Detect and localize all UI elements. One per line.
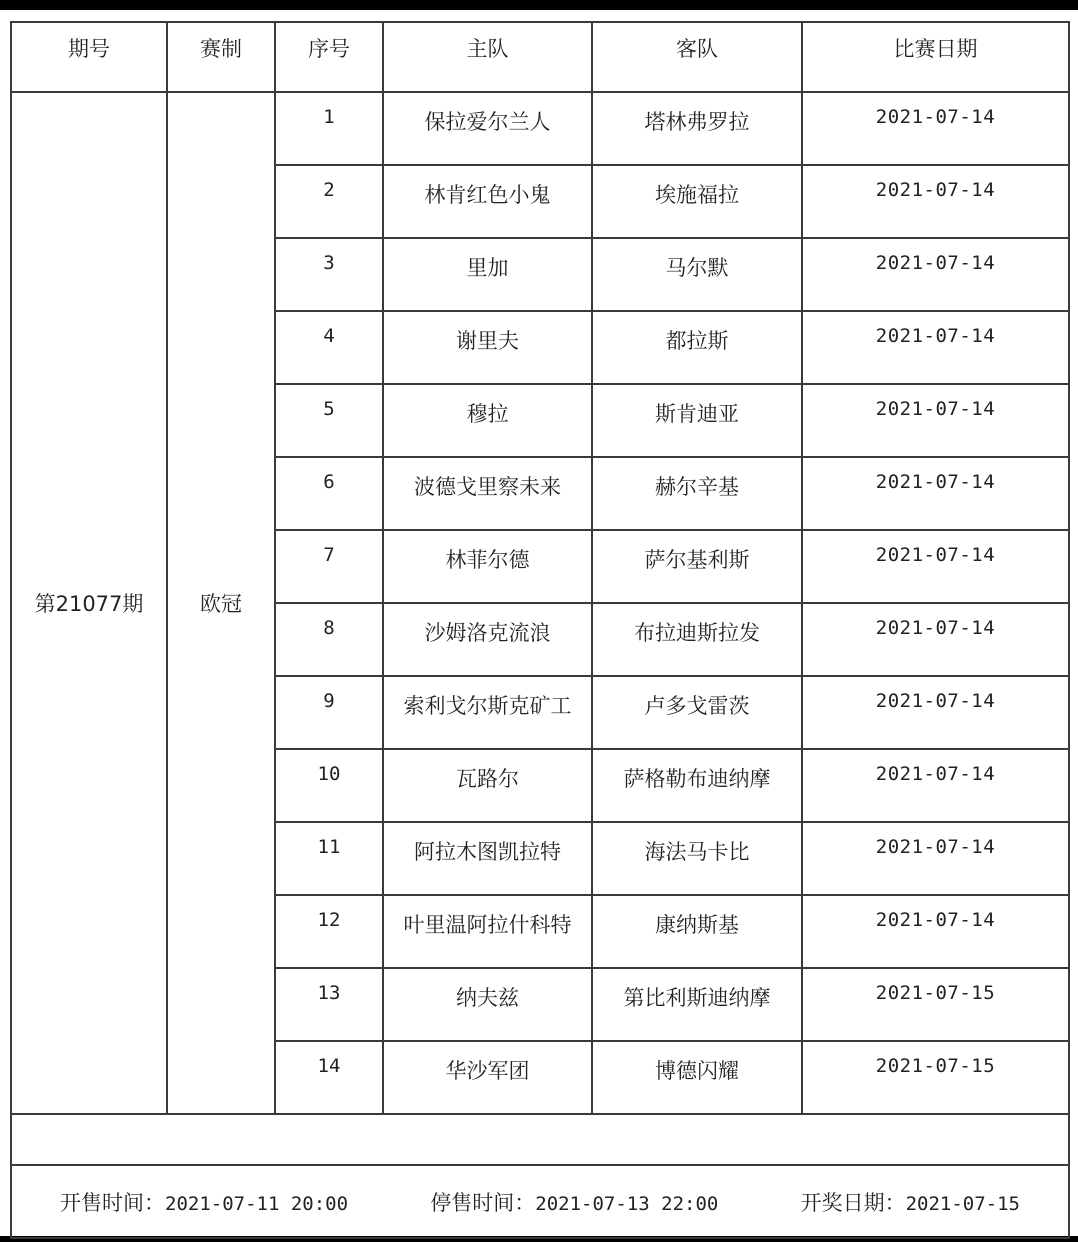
match-date-cell: 2021-07-14 bbox=[802, 92, 1069, 165]
match-date-cell: 2021-07-14 bbox=[802, 311, 1069, 384]
header-issue: 期号 bbox=[11, 22, 167, 92]
draw-date-label: 开奖日期： bbox=[800, 1190, 906, 1215]
home-team-cell: 华沙军团 bbox=[383, 1041, 592, 1114]
home-team-cell: 保拉爱尔兰人 bbox=[383, 92, 592, 165]
home-team-cell: 瓦路尔 bbox=[383, 749, 592, 822]
match-number-cell: 1 bbox=[275, 92, 383, 165]
table-header-row bbox=[11, 22, 1069, 92]
match-number-cell: 12 bbox=[275, 895, 383, 968]
away-team-cell: 赫尔辛基 bbox=[592, 457, 802, 530]
sale-end-info bbox=[430, 1187, 718, 1217]
schedule-sheet bbox=[0, 10, 1078, 1236]
match-number-cell: 9 bbox=[275, 676, 383, 749]
match-number-cell: 4 bbox=[275, 311, 383, 384]
footer-row bbox=[11, 1165, 1069, 1238]
sale-end-label: 停售时间： bbox=[430, 1190, 536, 1215]
match-number-cell: 13 bbox=[275, 968, 383, 1041]
home-team-cell: 林肯红色小鬼 bbox=[383, 165, 592, 238]
match-number-cell: 7 bbox=[275, 530, 383, 603]
sale-end-value: 2021-07-13 22:00 bbox=[535, 1192, 719, 1215]
draw-date-info bbox=[801, 1187, 1020, 1217]
match-number-cell: 14 bbox=[275, 1041, 383, 1114]
match-date-cell: 2021-07-14 bbox=[802, 530, 1069, 603]
away-team-cell: 卢多戈雷茨 bbox=[592, 676, 802, 749]
match-date-cell: 2021-07-14 bbox=[802, 457, 1069, 530]
match-date-cell: 2021-07-14 bbox=[802, 384, 1069, 457]
away-team-cell: 第比利斯迪纳摩 bbox=[592, 968, 802, 1041]
match-date-cell: 2021-07-15 bbox=[802, 1041, 1069, 1114]
away-team-cell: 埃施福拉 bbox=[592, 165, 802, 238]
home-team-cell: 叶里温阿拉什科特 bbox=[383, 895, 592, 968]
away-team-cell: 马尔默 bbox=[592, 238, 802, 311]
home-team-cell: 阿拉木图凯拉特 bbox=[383, 822, 592, 895]
away-team-cell: 都拉斯 bbox=[592, 311, 802, 384]
match-date-cell: 2021-07-14 bbox=[802, 676, 1069, 749]
match-number-cell: 5 bbox=[275, 384, 383, 457]
blank-cell bbox=[11, 1114, 1069, 1165]
header-match-date: 比赛日期 bbox=[802, 22, 1069, 92]
home-team-cell: 林菲尔德 bbox=[383, 530, 592, 603]
match-number-cell: 6 bbox=[275, 457, 383, 530]
sale-start-label: 开售时间： bbox=[60, 1190, 165, 1215]
match-date-cell: 2021-07-14 bbox=[802, 603, 1069, 676]
away-team-cell: 康纳斯基 bbox=[592, 895, 802, 968]
match-number-cell: 3 bbox=[275, 238, 383, 311]
issue-cell: 第21077期 bbox=[11, 92, 167, 1114]
match-number-cell: 11 bbox=[275, 822, 383, 895]
match-date-cell: 2021-07-14 bbox=[802, 165, 1069, 238]
away-team-cell: 塔林弗罗拉 bbox=[592, 92, 802, 165]
draw-date-value: 2021-07-15 bbox=[905, 1192, 1020, 1215]
match-date-cell: 2021-07-14 bbox=[802, 895, 1069, 968]
match-number-cell: 2 bbox=[275, 165, 383, 238]
header-format: 赛制 bbox=[167, 22, 275, 92]
blank-row bbox=[11, 1114, 1069, 1165]
home-team-cell: 谢里夫 bbox=[383, 311, 592, 384]
home-team-cell: 穆拉 bbox=[383, 384, 592, 457]
format-cell: 欧冠 bbox=[167, 92, 275, 1114]
match-number-cell: 8 bbox=[275, 603, 383, 676]
home-team-cell: 索利戈尔斯克矿工 bbox=[383, 676, 592, 749]
sale-start-info bbox=[60, 1187, 348, 1217]
match-schedule-table bbox=[10, 21, 1070, 1239]
away-team-cell: 博德闪耀 bbox=[592, 1041, 802, 1114]
away-team-cell: 斯肯迪亚 bbox=[592, 384, 802, 457]
header-home-team: 主队 bbox=[383, 22, 592, 92]
match-row bbox=[11, 92, 1069, 165]
match-number-cell: 10 bbox=[275, 749, 383, 822]
home-team-cell: 里加 bbox=[383, 238, 592, 311]
away-team-cell: 萨尔基利斯 bbox=[592, 530, 802, 603]
match-date-cell: 2021-07-14 bbox=[802, 822, 1069, 895]
match-date-cell: 2021-07-14 bbox=[802, 238, 1069, 311]
away-team-cell: 布拉迪斯拉发 bbox=[592, 603, 802, 676]
footer-cell bbox=[11, 1165, 1069, 1238]
home-team-cell: 沙姆洛克流浪 bbox=[383, 603, 592, 676]
header-away-team: 客队 bbox=[592, 22, 802, 92]
home-team-cell: 纳夫兹 bbox=[383, 968, 592, 1041]
header-number: 序号 bbox=[275, 22, 383, 92]
home-team-cell: 波德戈里察未来 bbox=[383, 457, 592, 530]
match-date-cell: 2021-07-14 bbox=[802, 749, 1069, 822]
match-date-cell: 2021-07-15 bbox=[802, 968, 1069, 1041]
away-team-cell: 萨格勒布迪纳摩 bbox=[592, 749, 802, 822]
sale-start-value: 2021-07-11 20:00 bbox=[165, 1192, 349, 1215]
away-team-cell: 海法马卡比 bbox=[592, 822, 802, 895]
